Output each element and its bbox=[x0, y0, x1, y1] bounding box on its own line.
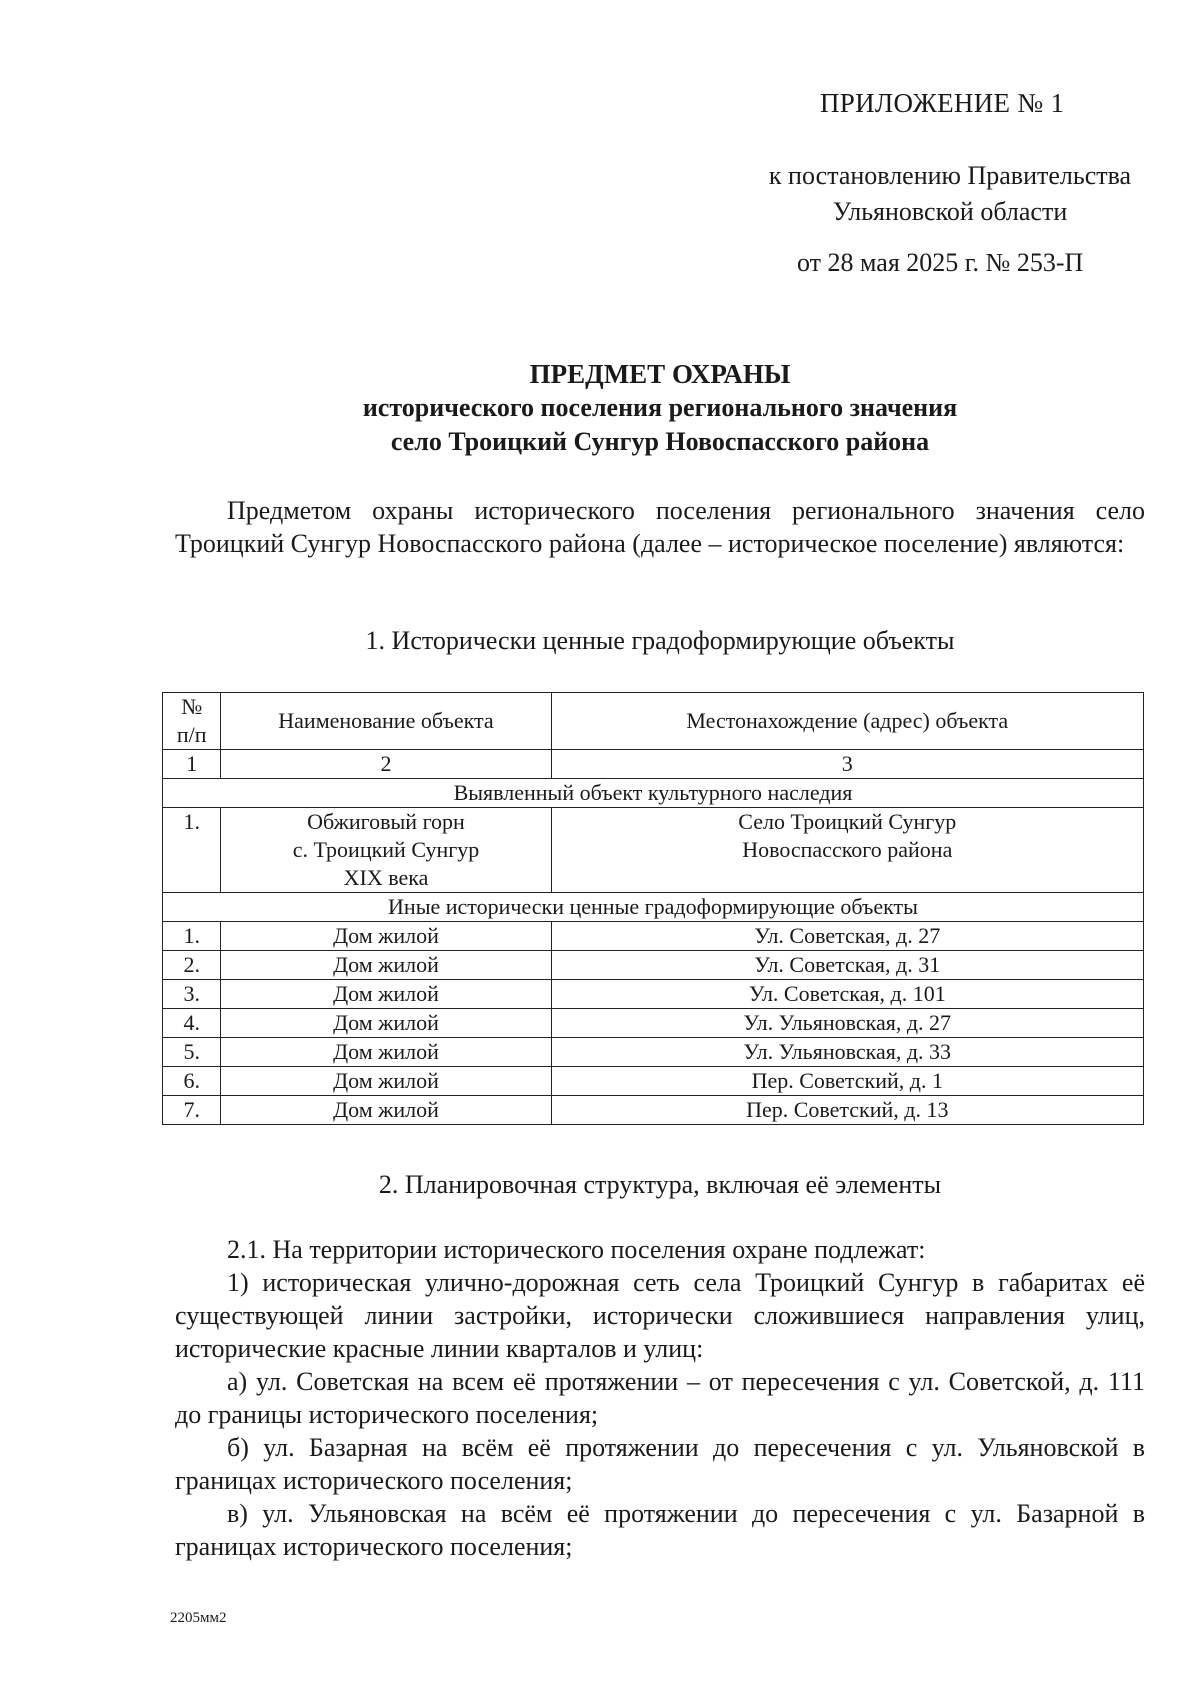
paragraph: в) ул. Ульяновская на всём её протяжении до пересечения с ул. Базарной в границах исторического поселения; bbox=[175, 1499, 1145, 1561]
table-row bbox=[163, 1038, 1144, 1067]
row-address: Ул. Советская, д. 101 bbox=[551, 980, 1143, 1009]
section2-body bbox=[175, 1233, 1145, 1563]
row-address: Пер. Советский, д. 1 bbox=[551, 1067, 1143, 1096]
row-address: Ул. Советская, д. 27 bbox=[551, 922, 1143, 951]
row-num: 3. bbox=[163, 980, 221, 1009]
group-title-row bbox=[163, 779, 1144, 808]
row-address: Ул. Ульяновская, д. 27 bbox=[551, 1009, 1143, 1038]
row-name-line1: Обжиговый горн bbox=[307, 809, 465, 834]
row-num: 7. bbox=[163, 1096, 221, 1125]
paragraph: 1) историческая улично-дорожная сеть села Троицкий Сунгур в габаритах её существующей линии застройки, исторически сложившиеся направления улиц, исторические красные линии кварталов и улиц: bbox=[175, 1268, 1145, 1363]
row-name: Дом жилой bbox=[221, 1038, 551, 1067]
table-row bbox=[163, 808, 1144, 893]
table-header-row bbox=[163, 693, 1144, 750]
row-name-line3: XIX века bbox=[343, 865, 429, 890]
group1-title: Выявленный объект культурного наследия bbox=[163, 779, 1144, 808]
group-title-row bbox=[163, 893, 1144, 922]
document-title bbox=[160, 357, 1160, 459]
section1-heading: 1. Исторически ценные градоформирующие объекты bbox=[365, 626, 955, 655]
column-number-row bbox=[163, 750, 1144, 779]
intro-paragraph: Предметом охраны исторического поселения регионального значения село Троицкий Сунгур Новоспасского района (далее – историческое поселение) являются: bbox=[175, 496, 1145, 558]
row-name: Дом жилой bbox=[221, 922, 551, 951]
section2-heading: 2. Планировочная структура, включая её элементы bbox=[378, 1170, 942, 1199]
row-name: Дом жилой bbox=[221, 951, 551, 980]
row-num: 2. bbox=[163, 951, 221, 980]
row-num: 1. bbox=[163, 922, 221, 951]
table-row bbox=[163, 922, 1144, 951]
column-number: 2 bbox=[221, 750, 551, 779]
table-row bbox=[163, 1067, 1144, 1096]
table-row bbox=[163, 951, 1144, 980]
header-num bbox=[163, 693, 221, 750]
footer-code: 2205мм2 bbox=[170, 1610, 227, 1626]
paragraph: 2.1. На территории исторического поселения охране подлежат: bbox=[227, 1235, 926, 1264]
row-num: 1. bbox=[163, 808, 221, 893]
row-name: Дом жилой bbox=[221, 1096, 551, 1125]
row-name: Дом жилой bbox=[221, 1009, 551, 1038]
row-address-line2: Новоспасского района bbox=[742, 837, 953, 862]
row-address-line1: Село Троицкий Сунгур bbox=[738, 809, 957, 834]
table-row bbox=[163, 1009, 1144, 1038]
row-name bbox=[221, 808, 551, 893]
decree-reference bbox=[750, 158, 1150, 230]
table-row bbox=[163, 980, 1144, 1009]
objects-table bbox=[162, 692, 1144, 1125]
decree-date: от 28 мая 2025 г. № 253-П bbox=[797, 248, 1084, 277]
header-address: Местонахождение (адрес) объекта bbox=[551, 693, 1143, 750]
title-line2: исторического поселения регионального значения bbox=[362, 393, 958, 422]
decree-reference-line1: к постановлению Правительства bbox=[768, 161, 1132, 190]
row-name-line2: с. Троицкий Сунгур bbox=[292, 837, 480, 862]
row-address bbox=[551, 808, 1143, 893]
title-line3: село Троицкий Сунгур Новоспасского района bbox=[390, 427, 930, 456]
row-num: 5. bbox=[163, 1038, 221, 1067]
paragraph: б) ул. Базарная на всём её протяжении до пересечения с ул. Ульяновской в границах исторического поселения; bbox=[175, 1433, 1145, 1495]
row-name: Дом жилой bbox=[221, 980, 551, 1009]
row-address: Ул. Советская, д. 31 bbox=[551, 951, 1143, 980]
row-num: 4. bbox=[163, 1009, 221, 1038]
header-name: Наименование объекта bbox=[221, 693, 551, 750]
column-number: 1 bbox=[163, 750, 221, 779]
row-num: 6. bbox=[163, 1067, 221, 1096]
group2-title: Иные исторически ценные градоформирующие объекты bbox=[163, 893, 1144, 922]
decree-reference-line2: Ульяновской области bbox=[832, 197, 1068, 226]
title-line1: ПРЕДМЕТ ОХРАНЫ bbox=[529, 359, 791, 389]
row-address: Пер. Советский, д. 13 bbox=[551, 1096, 1143, 1125]
column-number: 3 bbox=[551, 750, 1143, 779]
annex-label: ПРИЛОЖЕНИЕ № 1 bbox=[820, 88, 1065, 118]
paragraph: а) ул. Советская на всем её протяжении – от пересечения с ул. Советской, д. 111 до границы исторического поселения; bbox=[175, 1367, 1145, 1429]
row-name: Дом жилой bbox=[221, 1067, 551, 1096]
header-num-line1: № bbox=[181, 694, 203, 719]
row-address: Ул. Ульяновская, д. 33 bbox=[551, 1038, 1143, 1067]
table-row bbox=[163, 1096, 1144, 1125]
header-num-line2: п/п bbox=[176, 722, 207, 747]
